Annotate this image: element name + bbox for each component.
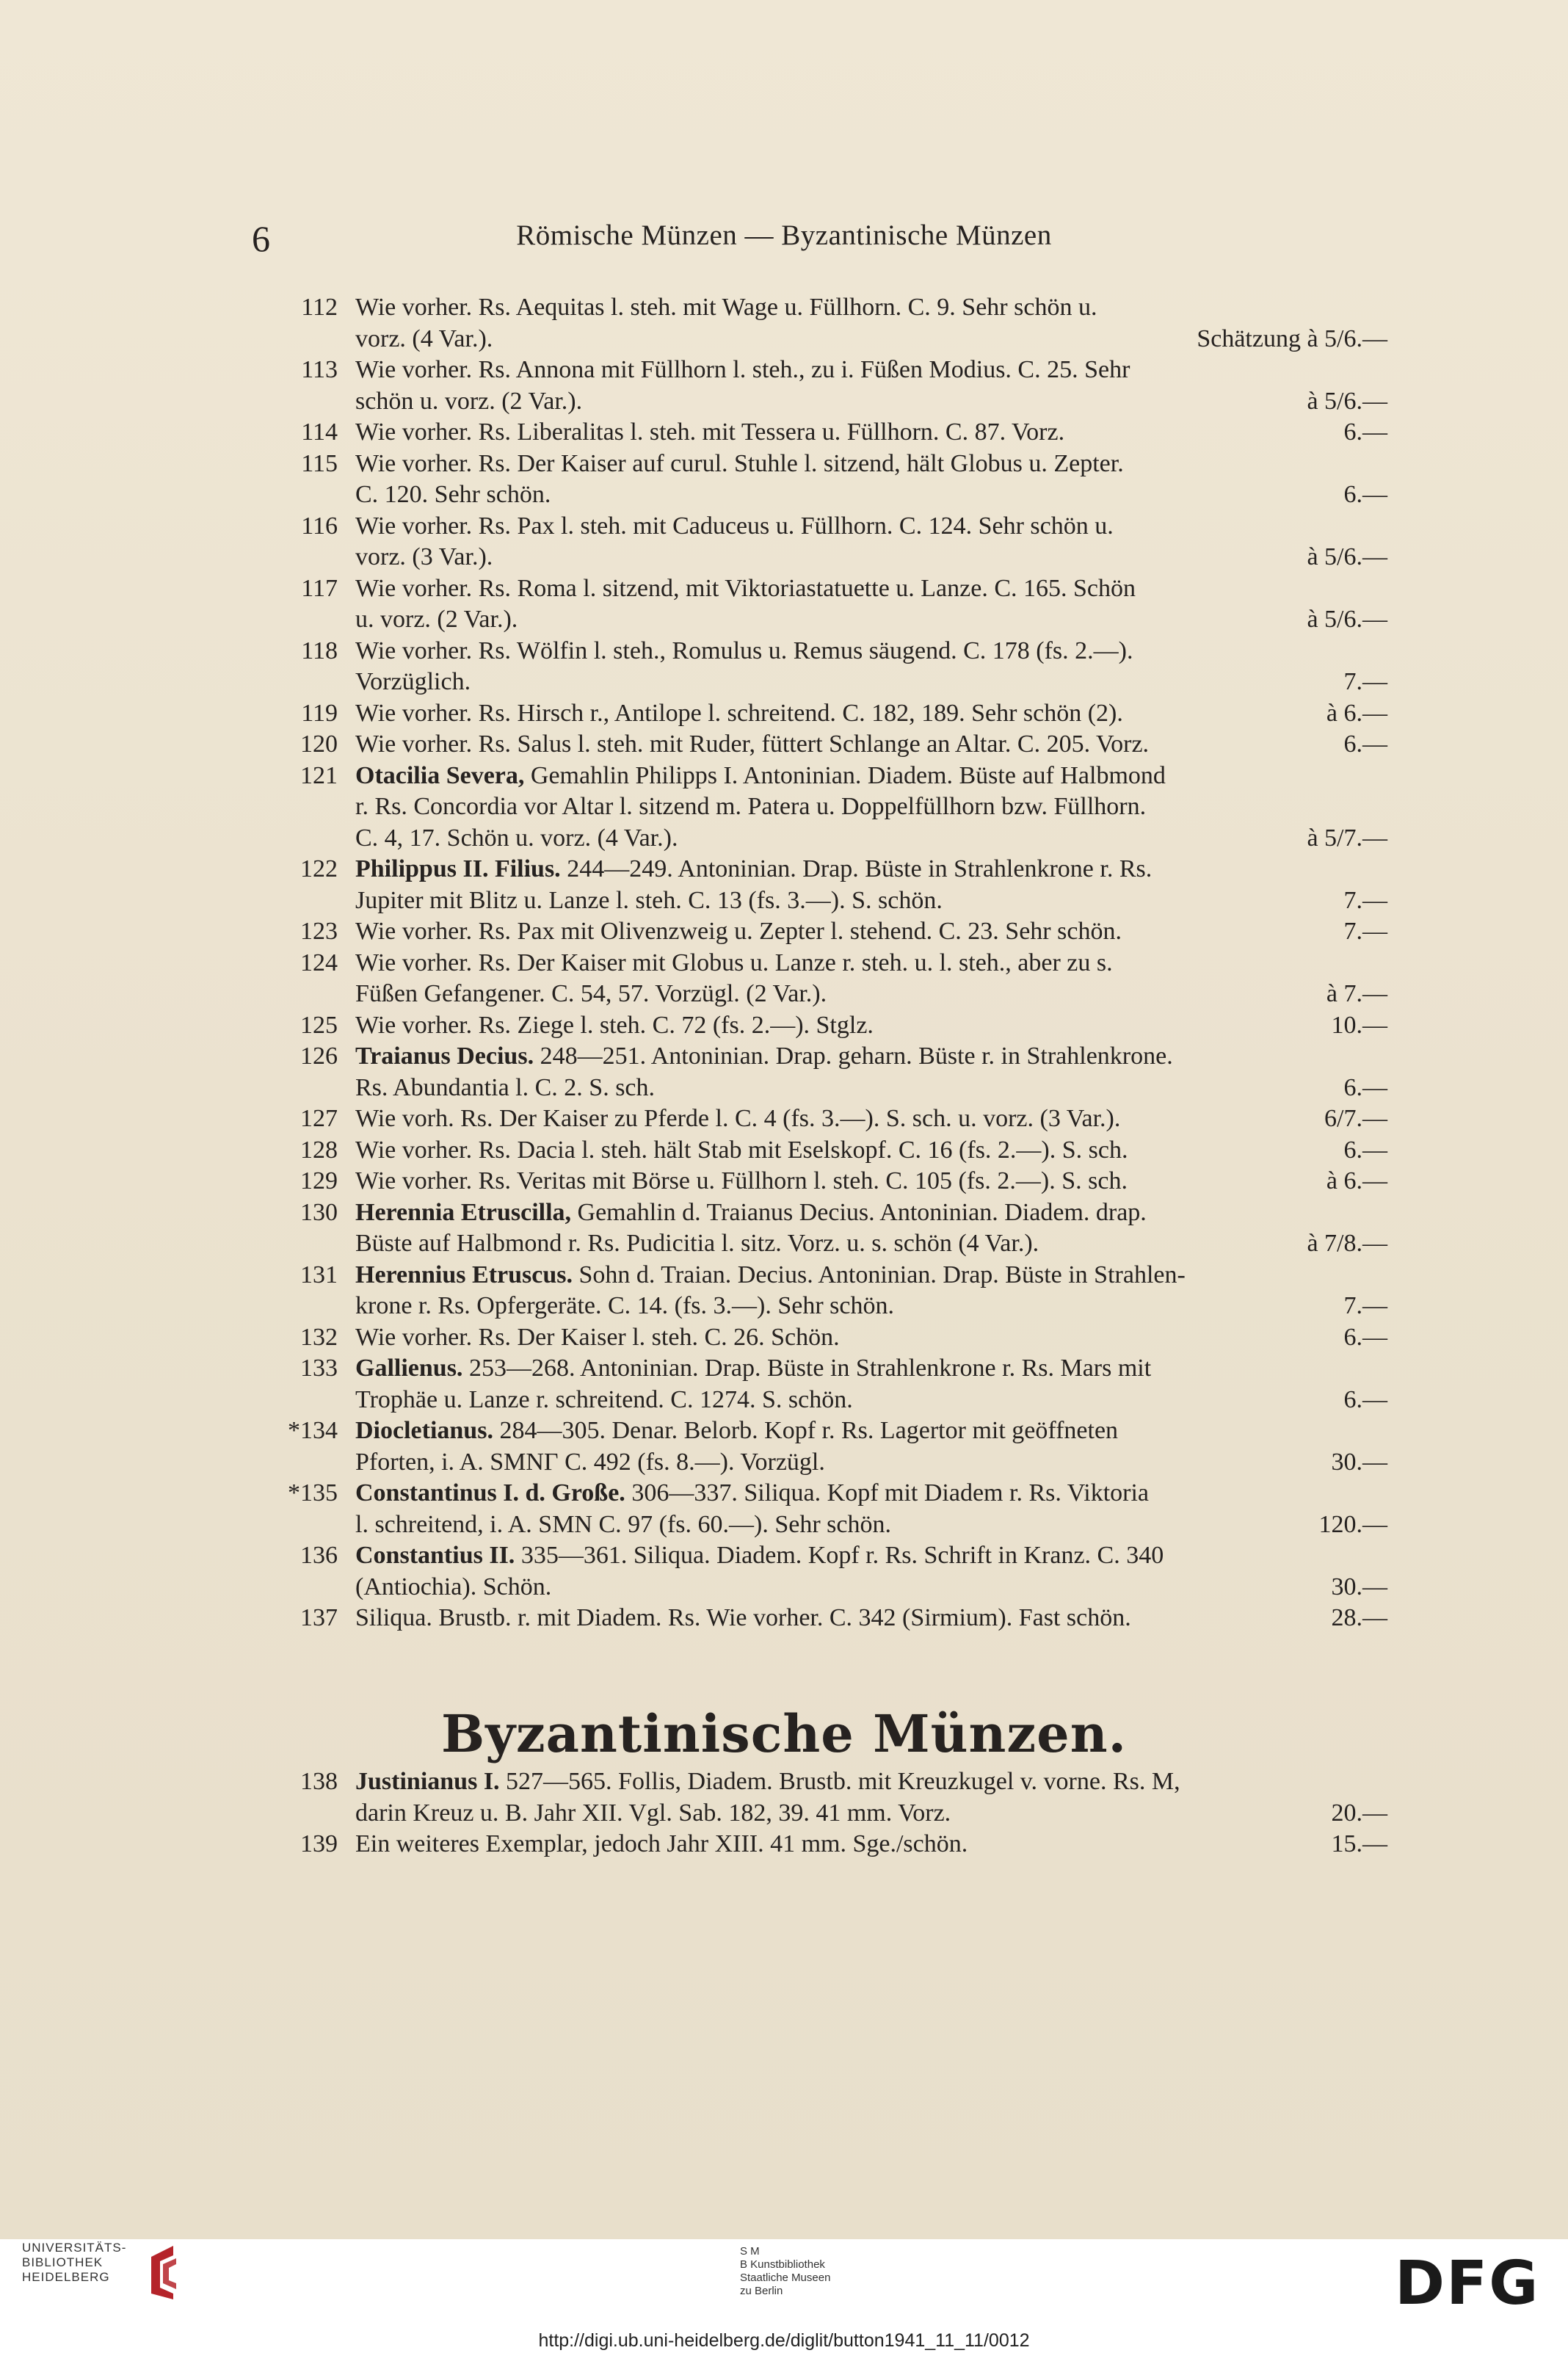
entry-text: Wie vorh. Rs. Der Kaiser zu Pferde l. C. 4 (fs. 3.—). S. sch. u. vorz. (3 Var.). bbox=[355, 1105, 1121, 1132]
entry-price-line bbox=[355, 916, 1387, 948]
entry-price: à 5/6.— bbox=[1307, 543, 1387, 570]
ruler-name: Diocletianus. bbox=[355, 1417, 493, 1444]
entry-description bbox=[355, 1415, 1387, 1478]
entry-line: Wie vorher. Rs. Annona mit Füllhorn l. steh., zu i. Füßen Modius. C. 25. Sehr bbox=[355, 356, 1130, 383]
entry-price: à 7/8.— bbox=[1307, 1230, 1387, 1257]
entry-text: Jupiter mit Blitz u. Lanze l. steh. C. 13 (fs. 3.—). S. schön. bbox=[355, 886, 943, 914]
entry-description bbox=[355, 636, 1387, 698]
entry-text: Rs. Abundantia l. C. 2. S. sch. bbox=[355, 1073, 656, 1101]
entry-line: r. Rs. Concordia vor Altar l. sitzend m. Patera u. Doppelfüllhorn bzw. Füllhorn. bbox=[355, 793, 1147, 820]
entry-text: Vorzüglich. bbox=[355, 668, 471, 695]
entry-price: 6.— bbox=[1343, 1073, 1387, 1101]
entry-text: C. 4, 17. Schön u. vorz. (4 Var.). bbox=[355, 824, 678, 852]
entry-price: 10.— bbox=[1331, 1011, 1387, 1039]
entry-description bbox=[355, 1135, 1387, 1167]
entry-price: à 5/6.— bbox=[1307, 387, 1387, 415]
entry-price-line bbox=[355, 698, 1387, 730]
entry-line: Wie vorher. Rs. Der Kaiser auf curul. Stuhle l. sitzend, hält Globus u. Zepter. bbox=[355, 449, 1124, 477]
library-line: UNIVERSITÄTS- bbox=[22, 2241, 127, 2255]
entry-text: 244—249. Antoninian. Drap. Büste in Strahlenkrone r. Rs. bbox=[560, 855, 1153, 882]
catalog-entry bbox=[272, 1603, 1387, 1634]
catalog-entry bbox=[272, 1166, 1387, 1197]
entry-line: Wie vorher. Rs. Pax l. steh. mit Caduceus u. Füllhorn. C. 124. Sehr schön u. bbox=[355, 512, 1114, 540]
entry-price: 6.— bbox=[1343, 418, 1387, 446]
entry-text: vorz. (4 Var.). bbox=[355, 325, 493, 352]
catalog-entry bbox=[272, 1103, 1387, 1135]
entry-text: Wie vorher. Rs. Liberalitas l. steh. mit Tessera u. Füllhorn. C. 87. Vorz. bbox=[355, 418, 1065, 446]
entry-number: 115 bbox=[301, 449, 338, 477]
entry-line: Wie vorher. Rs. Wölfin l. steh., Romulus u. Remus säugend. C. 178 (fs. 2.—). bbox=[355, 637, 1133, 664]
entry-description bbox=[355, 1322, 1387, 1354]
entry-description bbox=[355, 417, 1387, 449]
entry-number: 133 bbox=[300, 1355, 338, 1382]
catalog-entry bbox=[272, 1353, 1387, 1415]
entry-price: 6.— bbox=[1343, 1385, 1387, 1413]
entry-price: 20.— bbox=[1331, 1799, 1387, 1827]
entry-line bbox=[355, 761, 1387, 792]
entry-description bbox=[355, 761, 1387, 855]
ruler-name: Herennia Etruscilla, bbox=[355, 1198, 572, 1226]
entry-description bbox=[355, 1766, 1387, 1829]
catalog-entry bbox=[272, 636, 1387, 698]
collection-line: B Kunstbibliothek bbox=[740, 2258, 825, 2271]
entry-line bbox=[355, 1197, 1387, 1229]
entry-price-line bbox=[355, 417, 1387, 449]
collection-line: S M bbox=[740, 2245, 760, 2258]
entry-number: 136 bbox=[300, 1542, 338, 1569]
entry-text: Trophäe u. Lanze r. schreitend. C. 1274. S. schön. bbox=[355, 1385, 853, 1413]
entry-price: à 5/6.— bbox=[1307, 606, 1387, 633]
catalog-entry bbox=[272, 1478, 1387, 1540]
entry-price-line bbox=[355, 1228, 1387, 1260]
entry-price-line bbox=[355, 1010, 1387, 1042]
ruler-name: Otacilia Severa, bbox=[355, 761, 525, 789]
entry-number: 132 bbox=[300, 1323, 338, 1351]
entry-text: Füßen Gefangener. C. 54, 57. Vorzügl. (2 Var.). bbox=[355, 980, 827, 1007]
collection-line: zu Berlin bbox=[740, 2285, 783, 2297]
page-number: 6 bbox=[252, 218, 270, 259]
entry-price-line bbox=[355, 1509, 1387, 1541]
entry-line bbox=[355, 1260, 1387, 1291]
entry-text: C. 120. Sehr schön. bbox=[355, 481, 551, 508]
entry-price: à 6.— bbox=[1326, 1167, 1387, 1194]
entry-text: schön u. vorz. (2 Var.). bbox=[355, 387, 583, 415]
catalog-entries bbox=[272, 292, 1387, 1634]
entry-number: 121 bbox=[300, 761, 338, 789]
entry-price: 7.— bbox=[1343, 886, 1387, 914]
entry-text: Büste auf Halbmond r. Rs. Pudicitia l. sitz. Vorz. u. s. schön (4 Var.). bbox=[355, 1230, 1039, 1257]
entry-description bbox=[355, 948, 1387, 1010]
ruler-name: Constantinus I. d. Große. bbox=[355, 1479, 625, 1507]
entry-price: 28.— bbox=[1331, 1604, 1387, 1631]
entry-price-line bbox=[355, 885, 1387, 917]
entry-price: 6/7.— bbox=[1324, 1105, 1387, 1132]
entry-number: 112 bbox=[301, 294, 338, 321]
entry-number: 118 bbox=[301, 637, 338, 664]
catalog-entry bbox=[272, 449, 1387, 511]
entry-text: Sohn d. Traian. Decius. Antoninian. Drap. Büste in Strahlen- bbox=[572, 1261, 1186, 1288]
catalog-entry bbox=[272, 761, 1387, 855]
entry-number: 119 bbox=[301, 699, 338, 727]
entry-price: 6.— bbox=[1343, 481, 1387, 508]
entry-description bbox=[355, 292, 1387, 355]
entry-number: 139 bbox=[300, 1830, 338, 1857]
catalog-entry bbox=[272, 355, 1387, 417]
entry-price: 6.— bbox=[1343, 1136, 1387, 1164]
entry-number: *134 bbox=[288, 1417, 338, 1444]
entry-number: 127 bbox=[300, 1105, 338, 1132]
entry-line bbox=[355, 1415, 1387, 1447]
entry-price-line bbox=[355, 1135, 1387, 1167]
entry-line: Wie vorher. Rs. Aequitas l. steh. mit Wage u. Füllhorn. C. 9. Sehr schön u. bbox=[355, 294, 1097, 321]
entry-price-line bbox=[355, 1103, 1387, 1135]
entry-price: 6.— bbox=[1343, 1323, 1387, 1351]
catalog-entry bbox=[272, 1197, 1387, 1260]
ruler-name: Herennius Etruscus. bbox=[355, 1261, 573, 1288]
catalog-entry bbox=[272, 698, 1387, 730]
ruler-name: Constantius II. bbox=[355, 1542, 515, 1569]
entry-text: Ein weiteres Exemplar, jedoch Jahr XIII. 41 mm. Sge./schön. bbox=[355, 1830, 968, 1857]
catalog-entry bbox=[272, 1829, 1387, 1860]
entry-number: 129 bbox=[300, 1167, 338, 1194]
entry-line: Wie vorher. Rs. Der Kaiser mit Globus u. Lanze r. steh. u. l. steh., aber zu s. bbox=[355, 949, 1113, 976]
entry-number: 131 bbox=[300, 1261, 338, 1288]
entry-description bbox=[355, 1478, 1387, 1540]
entry-description bbox=[355, 1353, 1387, 1415]
entry-price-line bbox=[355, 1073, 1387, 1104]
catalog-entry bbox=[272, 417, 1387, 449]
entry-price-line bbox=[355, 1385, 1387, 1416]
entry-price: 30.— bbox=[1331, 1573, 1387, 1600]
entry-description bbox=[355, 1103, 1387, 1135]
entry-price: 30.— bbox=[1331, 1448, 1387, 1476]
entry-price-line bbox=[355, 1798, 1387, 1830]
entry-price: 7.— bbox=[1343, 668, 1387, 695]
entry-number: 123 bbox=[300, 918, 338, 945]
entry-number: 137 bbox=[300, 1604, 338, 1631]
catalog-entry bbox=[272, 948, 1387, 1010]
entry-line bbox=[355, 1478, 1387, 1509]
entry-price-line bbox=[355, 1603, 1387, 1634]
entry-number: 116 bbox=[301, 512, 338, 540]
entry-price: 6.— bbox=[1343, 730, 1387, 758]
entry-description bbox=[355, 729, 1387, 761]
entry-price: 15.— bbox=[1331, 1830, 1387, 1857]
catalog-entry bbox=[272, 1540, 1387, 1603]
ruler-name: Traianus Decius. bbox=[355, 1043, 534, 1070]
catalog-entries-byzantine bbox=[272, 1766, 1387, 1860]
entry-price: à 5/7.— bbox=[1307, 824, 1387, 852]
entry-text: Pforten, i. A. SMNΓ C. 492 (fs. 8.—). Vorzügl. bbox=[355, 1448, 825, 1476]
ruler-name: Gallienus. bbox=[355, 1355, 463, 1382]
running-title: Römische Münzen — Byzantinische Münzen bbox=[516, 220, 1052, 251]
entry-text: Wie vorher. Rs. Hirsch r., Antilope l. schreitend. C. 182, 189. Sehr schön (2). bbox=[355, 699, 1123, 727]
entry-price-line bbox=[355, 1572, 1387, 1603]
entry-price-line bbox=[355, 1291, 1387, 1322]
entry-price-line bbox=[355, 1166, 1387, 1197]
entry-description bbox=[355, 1260, 1387, 1322]
entry-description bbox=[355, 1197, 1387, 1260]
entry-description bbox=[355, 1603, 1387, 1634]
entry-description bbox=[355, 854, 1387, 916]
library-line: HEIDELBERG bbox=[22, 2270, 110, 2284]
entry-text: 248—251. Antoninian. Drap. geharn. Büste r. in Strahlenkrone. bbox=[534, 1043, 1173, 1070]
library-line: BIBLIOTHEK bbox=[22, 2255, 104, 2269]
entry-text: 335—361. Siliqua. Diadem. Kopf r. Rs. Schrift in Kranz. C. 340 bbox=[515, 1542, 1164, 1569]
entry-description bbox=[355, 698, 1387, 730]
entry-text: u. vorz. (2 Var.). bbox=[355, 606, 518, 633]
catalog-entry bbox=[272, 573, 1387, 636]
entry-price-line bbox=[355, 324, 1387, 355]
entry-number: 117 bbox=[301, 574, 338, 602]
entry-text: 306—337. Siliqua. Kopf mit Diadem r. Rs. Viktoria bbox=[625, 1479, 1149, 1507]
entry-description bbox=[355, 1041, 1387, 1103]
catalog-entry bbox=[272, 292, 1387, 355]
entry-line bbox=[355, 1353, 1387, 1385]
entry-price-line bbox=[355, 1447, 1387, 1479]
entry-description bbox=[355, 1010, 1387, 1042]
entry-text: darin Kreuz u. B. Jahr XII. Vgl. Sab. 182, 39. 41 mm. Vorz. bbox=[355, 1799, 951, 1827]
entry-text: 284—305. Denar. Belorb. Kopf r. Rs. Lagertor mit geöffneten bbox=[493, 1417, 1119, 1444]
entry-text: vorz. (3 Var.). bbox=[355, 543, 493, 570]
entry-text: Wie vorher. Rs. Salus l. steh. mit Ruder, füttert Schlange an Altar. C. 205. Vorz. bbox=[355, 730, 1150, 758]
entry-text: l. schreitend, i. A. SMN C. 97 (fs. 60.—). Sehr schön. bbox=[355, 1510, 892, 1538]
entry-text: krone r. Rs. Opfergeräte. C. 14. (fs. 3.—). Sehr schön. bbox=[355, 1292, 895, 1319]
entry-text: Wie vorher. Rs. Ziege l. steh. C. 72 (fs. 2.—). Stglz. bbox=[355, 1011, 874, 1039]
permalink[interactable]: http://digi.ub.uni-heidelberg.de/diglit/button1941_11_11/0012 bbox=[538, 2330, 1030, 2351]
entry-text: Wie vorher. Rs. Pax mit Olivenzweig u. Zepter l. stehend. C. 23. Sehr schön. bbox=[355, 918, 1122, 945]
entry-text: 527—565. Follis, Diadem. Brustb. mit Kreuzkugel v. vorne. Rs. M, bbox=[499, 1768, 1180, 1795]
entry-price-line bbox=[355, 667, 1387, 698]
entry-number: 128 bbox=[300, 1136, 338, 1164]
footer-bar bbox=[0, 2239, 1568, 2353]
catalog-entry bbox=[272, 1135, 1387, 1167]
entry-price: à 7.— bbox=[1326, 980, 1387, 1007]
library-logo-icon[interactable] bbox=[144, 2242, 195, 2301]
entry-price: 7.— bbox=[1343, 918, 1387, 945]
catalog-entry bbox=[272, 1041, 1387, 1103]
entry-number: 113 bbox=[301, 356, 338, 383]
section-title: Byzantinische Münzen. bbox=[441, 1703, 1127, 1764]
entry-description bbox=[355, 511, 1387, 573]
entry-number: 138 bbox=[300, 1768, 338, 1795]
entry-line: Wie vorher. Rs. Roma l. sitzend, mit Viktoriastatuette u. Lanze. C. 165. Schön bbox=[355, 574, 1136, 602]
entry-number: 114 bbox=[301, 418, 338, 446]
ruler-name: Justinianus I. bbox=[355, 1768, 500, 1795]
entry-price-line bbox=[355, 1322, 1387, 1354]
entry-description bbox=[355, 355, 1387, 417]
catalog-entry bbox=[272, 1010, 1387, 1042]
catalog-entry bbox=[272, 511, 1387, 573]
ruler-name: Philippus II. Filius. bbox=[355, 855, 561, 882]
entry-price-line bbox=[355, 386, 1387, 418]
entry-text: Gemahlin d. Traianus Decius. Antoninian. Diadem. drap. bbox=[571, 1198, 1147, 1226]
entry-price-line bbox=[355, 542, 1387, 573]
entry-text: Wie vorher. Rs. Der Kaiser l. steh. C. 26. Schön. bbox=[355, 1323, 840, 1351]
entry-number: *135 bbox=[288, 1479, 338, 1507]
catalog-entry bbox=[272, 1766, 1387, 1829]
entry-text: (Antiochia). Schön. bbox=[355, 1573, 552, 1600]
entry-number: 120 bbox=[300, 730, 338, 758]
entry-number: 124 bbox=[300, 949, 338, 976]
entry-description bbox=[355, 573, 1387, 636]
entry-price: 120.— bbox=[1318, 1510, 1387, 1538]
entry-number: 122 bbox=[300, 855, 338, 882]
entry-number: 125 bbox=[300, 1011, 338, 1039]
entry-price: 7.— bbox=[1343, 1292, 1387, 1319]
entry-description bbox=[355, 449, 1387, 511]
catalog-entry bbox=[272, 1322, 1387, 1354]
catalog-entry bbox=[272, 1260, 1387, 1322]
entry-price-line bbox=[355, 979, 1387, 1010]
entry-text: Siliqua. Brustb. r. mit Diadem. Rs. Wie vorher. C. 342 (Sirmium). Fast schön. bbox=[355, 1604, 1131, 1631]
entry-description bbox=[355, 1540, 1387, 1603]
catalog-entry bbox=[272, 1415, 1387, 1478]
entry-text: Wie vorher. Rs. Veritas mit Börse u. Füllhorn l. steh. C. 105 (fs. 2.—). S. sch. bbox=[355, 1167, 1128, 1194]
entry-text: Gemahlin Philipps I. Antoninian. Diadem. Büste auf Halbmond bbox=[524, 761, 1166, 789]
entry-number: 130 bbox=[300, 1198, 338, 1226]
entry-text: Wie vorher. Rs. Dacia l. steh. hält Stab mit Eselskopf. C. 16 (fs. 2.—). S. sch. bbox=[355, 1136, 1128, 1164]
collection-credit bbox=[740, 2245, 901, 2298]
collection-line: Staatliche Museen bbox=[740, 2272, 831, 2284]
catalog-entry bbox=[272, 729, 1387, 761]
entry-line bbox=[355, 1540, 1387, 1572]
dfg-logo[interactable]: DFG bbox=[1395, 2249, 1540, 2318]
entry-line bbox=[355, 1041, 1387, 1073]
entry-description bbox=[355, 1166, 1387, 1197]
catalog-entry bbox=[272, 854, 1387, 916]
entry-description bbox=[355, 916, 1387, 948]
entry-line bbox=[355, 1766, 1387, 1798]
entry-line bbox=[355, 854, 1387, 885]
entry-price-line bbox=[355, 479, 1387, 511]
entry-text: 253—268. Antoninian. Drap. Büste in Strahlenkrone r. Rs. Mars mit bbox=[462, 1355, 1152, 1382]
entry-price: à 6.— bbox=[1326, 699, 1387, 727]
entry-price-line bbox=[355, 1829, 1387, 1860]
entry-description bbox=[355, 1829, 1387, 1860]
entry-price-line bbox=[355, 823, 1387, 855]
entry-price-line bbox=[355, 604, 1387, 636]
entry-price: Schätzung à 5/6.— bbox=[1197, 325, 1387, 352]
entry-number: 126 bbox=[300, 1043, 338, 1070]
catalog-entry bbox=[272, 916, 1387, 948]
entry-price-line bbox=[355, 729, 1387, 761]
